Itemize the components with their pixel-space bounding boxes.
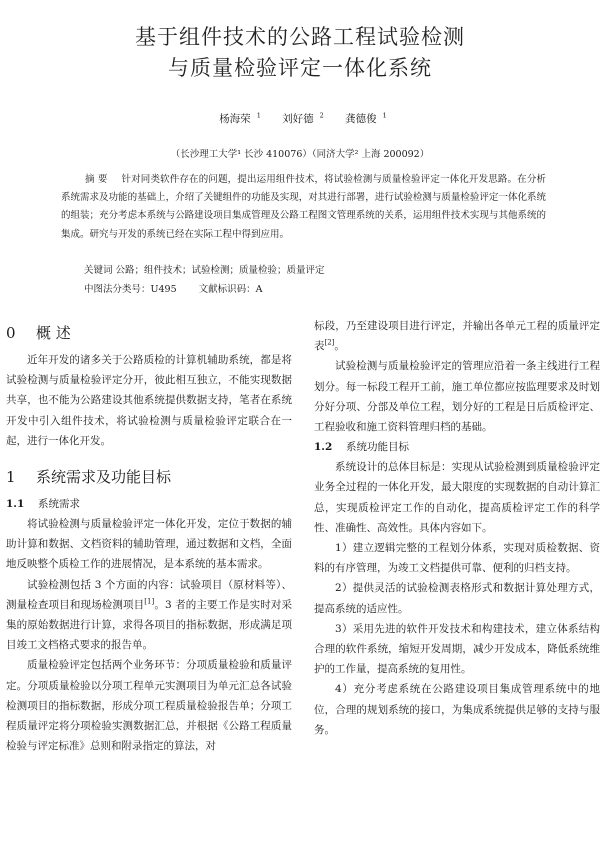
section-title: 系统需求及功能目标: [36, 468, 172, 487]
paragraph: 将试验检测与质量检验评定一体化开发，定位于数据的辅助计算和数据、文档资料的辅助管理，通过数据和文档，全面地反映整个质检工作的进展情况，是本系统的基本需求。: [6, 518, 292, 571]
keywords: 关键词 公路；组件技术；试验检测；质量检验；质量评定: [84, 265, 325, 276]
paragraph: [314, 316, 600, 356]
right-column: [314, 316, 600, 740]
list-item: 3）采用先进的软件开发技术和构建技术，建立体系结构合理的软件系统，缩短开发周期，减少开发成本，降低系统维护的工作量，提高系统的复用性。: [314, 622, 600, 676]
abstract-text: 针对同类软件存在的问题，提出运用组件技术，将试验检测与质量检验评定一体化开发思路。在分析系统需求及功能的基础上，介绍了关键组件的功能及实现，对其进行部署，进行试验检测与质量检验评定一体化系统的组装；充分考虑本系统与公路建设项目集成管理及公路工程图文管理系统的关系，运用组件技术实现与其他系统的集成。研究与开发的系统已经在实际工程中得到应用。: [61, 174, 546, 240]
title-line-1: 基于组件技术的公路工程试验检测: [135, 25, 465, 49]
paragraph: 系统设计的总体目标是：实现从试验检测到质量检验评定业务全过程的一体化开发，最大限度的实现数据的自动计算汇总，实现质检评定工作的自动化，提高质检评定工作的科学性、准确性、高效性。具体内容如下。: [314, 461, 600, 534]
abstract: [61, 171, 546, 244]
paragraph-text: 试验检测包括 3 个方面的内容：试验项目（原材料等）、测量检查项目和现场检测项目: [6, 578, 292, 611]
citation: [2]: [324, 338, 335, 347]
list-item: 4）充分考虑系统在公路建设项目集成管理系统中的地位，合理的规划系统的接口，为集成系统提供足够的支持与服务。: [314, 683, 600, 736]
paragraph: 试验检测与质量检验评定的管理应沿着一条主线进行工程划分。每一标段工程开工前，施工单位都应按监理要求及时划分好分项、分部及单位工程，划分好的工程是日后质检评定、工程验收和施工资料管理归档的基础。: [314, 360, 600, 434]
abstract-label: 摘 要: [85, 174, 108, 185]
author-name: 龚德俊: [345, 113, 377, 125]
author-affiliation-mark: 1: [382, 111, 387, 120]
subsection-title: 系统功能目标: [346, 441, 409, 454]
classification-line: [84, 281, 263, 295]
section-heading: [6, 460, 292, 494]
section-number: 0: [6, 324, 16, 342]
clc-number: 中图法分类号：U495: [84, 284, 177, 295]
left-column: [6, 316, 292, 756]
author-affiliation-mark: 1: [256, 111, 261, 120]
paragraph: [6, 575, 292, 656]
list-item: 1）建立逻辑完整的工程划分体系，实现对质检数据、资料的有序管理，为竣工文档提供可靠、便利的归档支持。: [314, 542, 600, 575]
author: [339, 113, 387, 125]
section-number: 1: [6, 468, 16, 487]
author: [276, 113, 324, 125]
subsection-heading: [314, 437, 600, 457]
paragraph-text: 。3 者的主要工作是实时对采集的原始数据进行计算，求得各项目的指标数据，形成满足项目竣工文档格式要求的报告单。: [6, 598, 292, 652]
subsection-heading: [6, 494, 292, 514]
citation: [1]: [144, 597, 155, 606]
author-list: [0, 111, 600, 126]
paper-title: [0, 22, 600, 84]
author-name: 刘好德: [282, 113, 314, 125]
affiliations: （长沙理工大学¹ 长沙 410076）（同济大学² 上海 200092）: [170, 149, 430, 160]
section-heading: [6, 316, 292, 350]
subsection-title: 系统需求: [38, 498, 80, 511]
document-code: 文献标识码：A: [198, 284, 263, 295]
title-line-2: 与质量检验评定一体化系统: [168, 56, 432, 80]
section-title: 概 述: [36, 324, 71, 342]
subsection-number: 1.1: [6, 498, 25, 511]
paragraph-text: 。: [334, 340, 345, 353]
list-item: 2）提供灵活的试验检测表格形式和数据计算处理方式，提高系统的适应性。: [314, 582, 600, 615]
paragraph: 近年开发的诸多关于公路质检的计算机辅助系统，都是将试验检测与质量检验评定分开，彼此相互独立，不能实现数据共享，也不能为公路建设其他系统提供数据支持，笔者在系统开发中引入组件技术，将试验检测与质量检验评定联合在一起，进行一体化开发。: [6, 354, 292, 447]
author: [213, 113, 261, 125]
paragraph: 质量检验评定包括两个业务环节：分项质量检验和质量评定。分项质量检验以分项工程单元实测项目为单元汇总各试验检测项目的指标数据，形成分项工程质量检验报告单；分项工程质量评定将分项检验实测数据汇总，并根据《公路工程质量检验与评定标准》总则和附录指定的算法，对: [6, 659, 292, 753]
paragraph-text: 标段，乃至建设项目进行评定，并输出各单元工程的质量评定表: [314, 320, 600, 353]
author-name: 杨海荣: [219, 113, 251, 125]
author-affiliation-mark: 2: [319, 111, 324, 120]
subsection-number: 1.2: [314, 441, 333, 454]
